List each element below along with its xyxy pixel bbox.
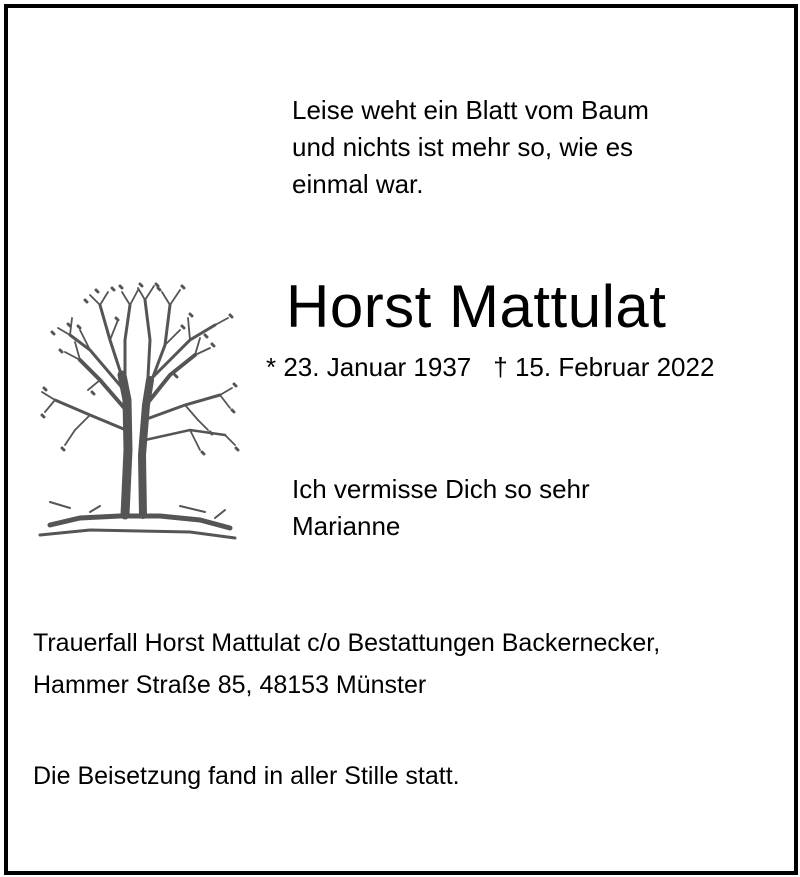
poem bbox=[292, 92, 649, 203]
signature: Marianne bbox=[292, 511, 401, 541]
birth-date: * 23. Januar 1937 bbox=[266, 352, 472, 382]
contact-line-1: Trauerfall Horst Mattulat c/o Bestattungen Backernecker, bbox=[33, 629, 661, 657]
poem-line-1: Leise weht ein Blatt vom Baum bbox=[292, 95, 649, 125]
burial-note: Die Beisetzung fand in aller Stille statt. bbox=[33, 762, 460, 790]
contact-line-2: Hammer Straße 85, 48153 Münster bbox=[33, 671, 427, 699]
poem-line-2: und nichts ist mehr so, wie es bbox=[292, 132, 634, 162]
contact-address bbox=[33, 622, 660, 706]
tree-icon bbox=[30, 280, 240, 545]
closing-message bbox=[292, 471, 590, 545]
deceased-name: Horst Mattulat bbox=[286, 273, 667, 340]
closing-line: Ich vermisse Dich so sehr bbox=[292, 474, 590, 504]
life-dates bbox=[266, 350, 714, 384]
death-date: † 15. Februar 2022 bbox=[493, 352, 715, 382]
poem-line-3: einmal war. bbox=[292, 169, 424, 199]
